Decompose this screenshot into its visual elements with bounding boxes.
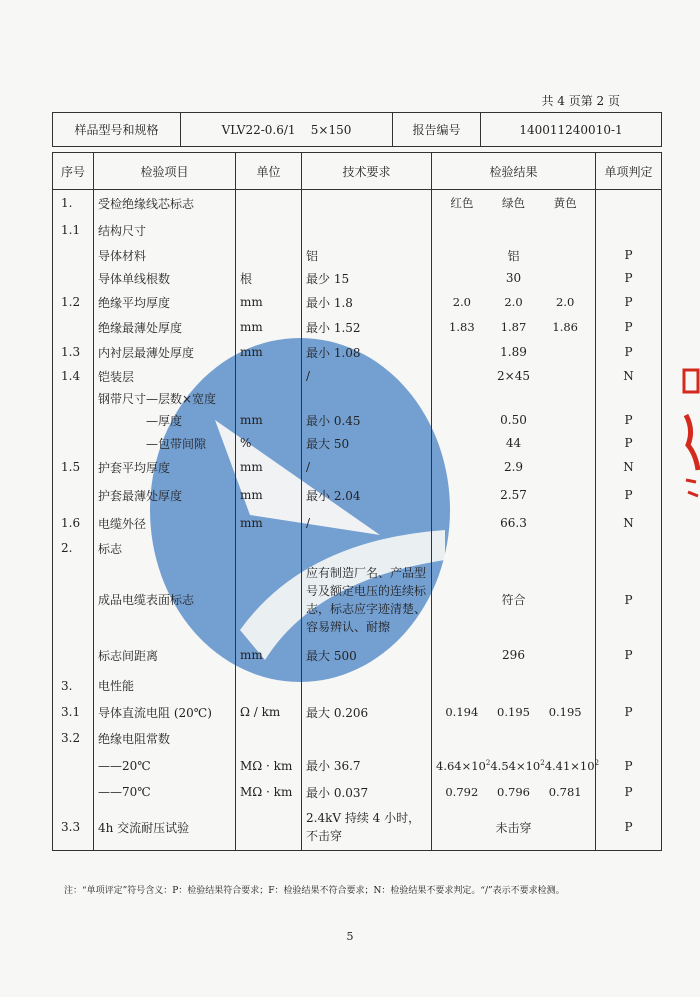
row-number: 1.1 [53,217,94,244]
row-requirement [302,388,432,409]
row-requirement: 最小 0.037 [302,780,432,805]
row-number [53,267,94,290]
row-number: 1.3 [53,340,94,365]
row-verdict: P [596,409,662,432]
result-value: 1.83 [449,320,475,334]
row-number: 1. [53,190,94,217]
row-result: 2.57 [432,480,596,511]
row-result [432,725,596,752]
row-requirement [302,190,432,217]
table-row [53,432,662,455]
row-unit: mm [236,455,302,480]
report-label: 报告编号 [393,113,481,147]
row-verdict: P [596,639,662,672]
row-verdict [596,217,662,244]
row-verdict [596,672,662,700]
row-requirement: 最小 2.04 [302,480,432,511]
row-unit: MΩ · km [236,752,302,780]
row-number [53,561,94,639]
row-item: 内衬层最薄处厚度 [94,340,236,365]
report-value: 140011240010-1 [481,113,662,147]
row-item: 电性能 [94,672,236,700]
row-result: 未击穿 [432,805,596,851]
row-requirement: 铝 [302,244,432,267]
row-item: 铠装层 [94,365,236,388]
row-verdict: P [596,290,662,315]
col-header-result: 检验结果 [432,153,596,190]
row-requirement: 最小 1.08 [302,340,432,365]
result-exponent: 2 [485,758,491,767]
row-requirement: 最少 15 [302,267,432,290]
result-values [436,785,591,799]
result-value: 2.0 [556,295,575,309]
table-row [53,244,662,267]
row-unit: 根 [236,267,302,290]
row-result: 0.50 [432,409,596,432]
report-frame [52,112,661,851]
row-number: 3. [53,672,94,700]
row-unit: % [236,432,302,455]
result-value: 2.0 [452,295,471,309]
row-unit: mm [236,511,302,536]
row-requirement: 最小 36.7 [302,752,432,780]
row-verdict: P [596,752,662,780]
row-item: ——20℃ [94,752,236,780]
row-item: 护套最薄处厚度 [94,480,236,511]
row-number: 1.2 [53,290,94,315]
result-values [436,195,591,211]
row-requirement [302,672,432,700]
result-values [436,705,591,719]
table-row [53,639,662,672]
row-item: 绝缘平均厚度 [94,290,236,315]
row-requirement: / [302,511,432,536]
row-result [432,536,596,561]
row-result [432,388,596,409]
row-unit [236,672,302,700]
row-result [432,217,596,244]
result-value: 绿色 [502,196,525,211]
row-verdict: N [596,365,662,388]
row-unit: mm [236,480,302,511]
result-values [436,295,591,309]
table-row [53,409,662,432]
row-result: 1.89 [432,340,596,365]
row-item: 电缆外径 [94,511,236,536]
row-unit: mm [236,290,302,315]
result-mantissa: 4.64×10 [436,758,486,773]
table-row [53,315,662,340]
result-value: 0.194 [445,705,479,719]
row-item: 导体单线根数 [94,267,236,290]
row-result [432,700,596,725]
row-item: 导体材料 [94,244,236,267]
result-value: 0.792 [445,785,479,799]
table-row [53,805,662,851]
row-item: ——70℃ [94,780,236,805]
row-requirement: 最大 0.206 [302,700,432,725]
table-row [53,672,662,700]
row-number: 3.1 [53,700,94,725]
result-mantissa: 4.54×10 [490,758,541,773]
row-item: 标志 [94,536,236,561]
row-requirement: 应有制造厂名、产品型号及额定电压的连续标志，标志应字迹清楚、容易辨认、耐擦 [302,561,432,639]
row-result: 44 [432,432,596,455]
row-verdict: P [596,805,662,851]
row-requirement: 最小 0.45 [302,409,432,432]
result-value: 2.0 [504,295,523,309]
row-requirement [302,217,432,244]
footnote: 注：“单项评定”符号含义：P：检验结果符合要求；F：检验结果不符合要求；N：检验结果不要求判定。“/”表示不要求检测。 [64,886,565,896]
row-number [53,480,94,511]
result-values [436,758,600,773]
row-unit [236,244,302,267]
table-row [53,536,662,561]
result-exponent: 2 [594,758,600,767]
row-verdict [596,725,662,752]
row-requirement: 最大 500 [302,639,432,672]
row-unit [236,536,302,561]
seal-stamp-icon [678,360,700,510]
row-number: 1.4 [53,365,94,388]
row-number [53,639,94,672]
table-row [53,217,662,244]
row-result: 66.3 [432,511,596,536]
row-unit [236,805,302,851]
row-requirement: / [302,455,432,480]
row-number [53,752,94,780]
row-verdict: P [596,267,662,290]
row-number [53,432,94,455]
row-result: 符合 [432,561,596,639]
row-verdict: N [596,511,662,536]
row-number [53,409,94,432]
col-header-item: 检验项目 [94,153,236,190]
row-result: 2.9 [432,455,596,480]
row-unit: Ω / km [236,700,302,725]
row-item: 结构尺寸 [94,217,236,244]
result-value: 0.195 [497,705,530,719]
row-verdict: N [596,455,662,480]
row-number [53,315,94,340]
row-number: 1.5 [53,455,94,480]
row-requirement: / [302,365,432,388]
row-verdict [596,190,662,217]
model-value: VLV22-0.6/1 5×150 [181,113,393,147]
col-header-no: 序号 [53,153,94,190]
row-result: 30 [432,267,596,290]
row-result [432,315,596,340]
page-count: 共 4 页第 2 页 [541,94,620,108]
row-number: 3.3 [53,805,94,851]
table-row [53,340,662,365]
row-requirement: 2.4kV 持续 4 小时，不击穿 [302,805,432,851]
row-unit [236,365,302,388]
row-unit: mm [236,340,302,365]
row-unit: mm [236,409,302,432]
row-item: —包带间隙 [94,432,236,455]
row-result: 2×45 [432,365,596,388]
table-row [53,455,662,480]
inspection-table [52,152,662,851]
result-value: 1.87 [500,320,527,334]
table-row [53,700,662,725]
table-row [53,725,662,752]
row-result [432,752,600,780]
row-item: 钢带尺寸—层数×宽度 [94,388,236,409]
row-verdict: P [596,780,662,805]
row-item: 导体直流电阻 (20℃) [94,700,236,725]
row-item: 护套平均厚度 [94,455,236,480]
table-row [53,752,662,780]
result-value: 黄色 [553,196,577,211]
row-unit: MΩ · km [236,780,302,805]
row-requirement [302,536,432,561]
result-values [436,320,591,334]
row-unit [236,190,302,217]
row-unit: mm [236,315,302,340]
row-verdict: P [596,340,662,365]
row-unit: mm [236,639,302,672]
row-requirement: 最小 1.8 [302,290,432,315]
table-row [53,267,662,290]
table-row [53,290,662,315]
row-number [53,780,94,805]
row-item: 受检绝缘线芯标志 [94,190,236,217]
row-item: 4h 交流耐压试验 [94,805,236,851]
row-verdict: P [596,432,662,455]
result-value: 0.781 [548,785,582,799]
row-number: 3.2 [53,725,94,752]
header-table [52,112,662,147]
col-header-unit: 单位 [236,153,302,190]
row-result [432,672,596,700]
row-verdict: P [596,480,662,511]
row-item: 绝缘电阻常数 [94,725,236,752]
row-requirement: 最大 50 [302,432,432,455]
col-header-requirement: 技术要求 [302,153,432,190]
row-unit [236,217,302,244]
result-value [545,759,599,773]
table-row [53,190,662,217]
table-row [53,511,662,536]
row-item: 成品电缆表面标志 [94,561,236,639]
row-result: 296 [432,639,596,672]
result-exponent: 2 [540,758,545,767]
row-item: 标志间距离 [94,639,236,672]
result-value: 1.86 [552,320,578,334]
row-number: 1.6 [53,511,94,536]
result-value: 0.195 [548,705,582,719]
row-verdict: P [596,561,662,639]
table-header-row [53,153,662,190]
row-requirement: 最小 1.52 [302,315,432,340]
row-result [432,780,596,805]
result-mantissa: 4.41×10 [544,758,595,773]
result-value [490,759,544,773]
table-row [53,780,662,805]
table-row [53,388,662,409]
row-requirement [302,725,432,752]
row-unit [236,388,302,409]
row-verdict [596,388,662,409]
page-number: 5 [346,930,354,943]
table-row [53,365,662,388]
row-result: 铝 [432,244,596,267]
table-row [53,480,662,511]
row-verdict: P [596,700,662,725]
row-number: 2. [53,536,94,561]
col-header-verdict: 单项判定 [596,153,662,190]
row-result [432,290,596,315]
result-value: 0.796 [497,785,530,799]
row-number [53,388,94,409]
row-verdict: P [596,315,662,340]
row-unit [236,561,302,639]
row-unit [236,725,302,752]
row-verdict [596,536,662,561]
model-label: 样品型号和规格 [53,113,181,147]
row-item: —厚度 [94,409,236,432]
row-number [53,244,94,267]
result-value: 红色 [450,196,474,211]
row-item: 绝缘最薄处厚度 [94,315,236,340]
row-verdict: P [596,244,662,267]
result-value [436,759,490,773]
row-result [432,190,596,217]
table-row [53,561,662,639]
